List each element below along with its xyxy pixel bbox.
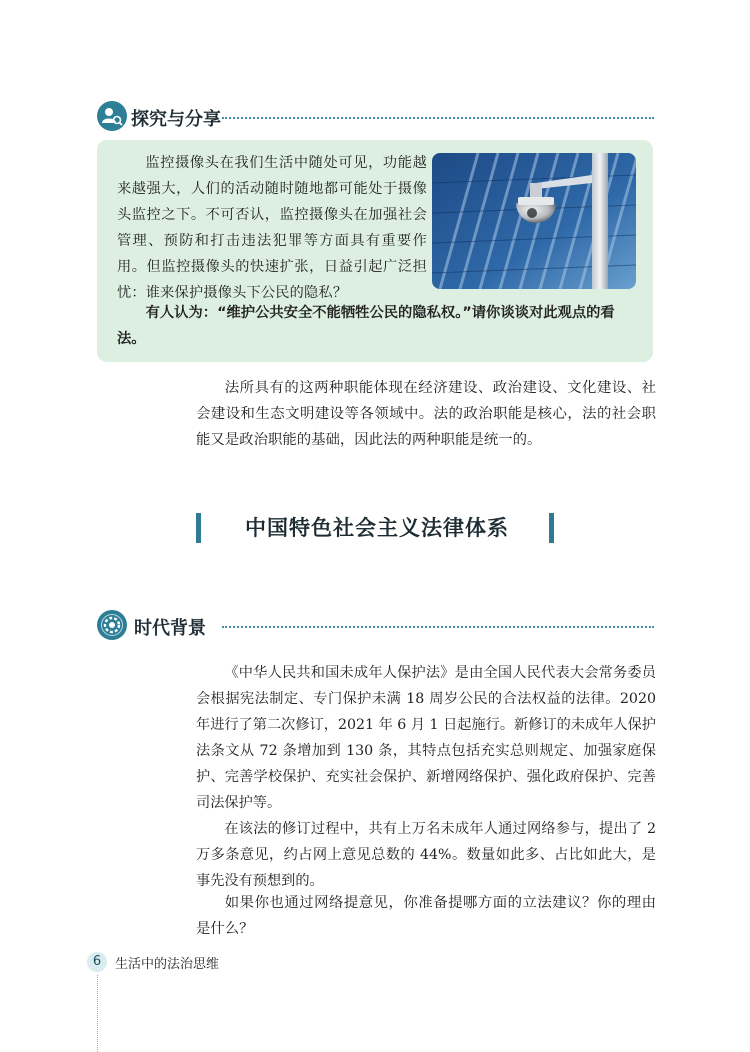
background-paragraph-1: 《中华人民共和国未成年人保护法》是由全国人民代表大会常务委员会根据宪法制定、专门保护未满 18 周岁公民的合法权益的法律。2020 年进行了第二次修订，2021 年 6 月 1 日起施行。新修订的未成年人保护法条文从 72 条增加到 130 条，其特点包括充实总则规定、加强家庭保护、完善学校保护、充实社会保护、新增网络保护、强化政府保护、完善司法保护等。: [196, 665, 656, 811]
background-section-icon: [97, 610, 127, 640]
explore-text: [117, 150, 427, 306]
prompt-question: 如果你也通过网络提意见，你准备提哪方面的立法建议？你的理由是什么？: [196, 895, 656, 937]
background-text: [196, 660, 656, 894]
page-number: 6: [87, 952, 107, 972]
body-paragraph: 法所具有的这两种职能体现在经济建设、政治建设、文化建设、社会建设和生态文明建设等各领域中。法的政治职能是核心，法的社会职能又是政治职能的基础，因此法的两种职能是统一的。: [196, 380, 656, 448]
footer-book-title: 生活中的法治思维: [115, 957, 220, 972]
background-section-title: 时代背景: [134, 618, 206, 639]
explore-question: [117, 300, 643, 352]
prompt-question-block: [196, 890, 656, 942]
explore-section-title: 探究与分享: [131, 109, 221, 130]
background-paragraph-2: 在该法的修订过程中，共有上万名未成年人通过网络参与，提出了 2 万多条意见，约占网上意见总数的 44%。数量如此多、占比如此大，是事先没有预想到的。: [196, 821, 656, 889]
footer-margin-line: [97, 975, 98, 1052]
question-text: 有人认为：“维护公共安全不能牺牲公民的隐私权。”请你谈谈对此观点的看法。: [117, 305, 615, 347]
explore-share-icon: [97, 101, 127, 131]
surveillance-camera-image: [432, 153, 636, 289]
explore-paragraph: 监控摄像头在我们生活中随处可见，功能越来越强大，人们的活动随时随地都可能处于摄像头监控之下。不可否认，监控摄像头在加强社会管理、预防和打击违法犯罪等方面具有重要作用。但监控摄像头的快速扩张，日益引起广泛担忧：谁来保护摄像头下公民的隐私？: [117, 155, 427, 301]
chapter-title: 中国特色社会主义法律体系: [245, 515, 509, 540]
section-divider: [222, 117, 654, 119]
chapter-title-right-bar: [549, 513, 554, 543]
chapter-title-left-bar: [196, 513, 201, 543]
body-paragraph-block: [196, 375, 656, 453]
section-divider: [222, 626, 654, 628]
